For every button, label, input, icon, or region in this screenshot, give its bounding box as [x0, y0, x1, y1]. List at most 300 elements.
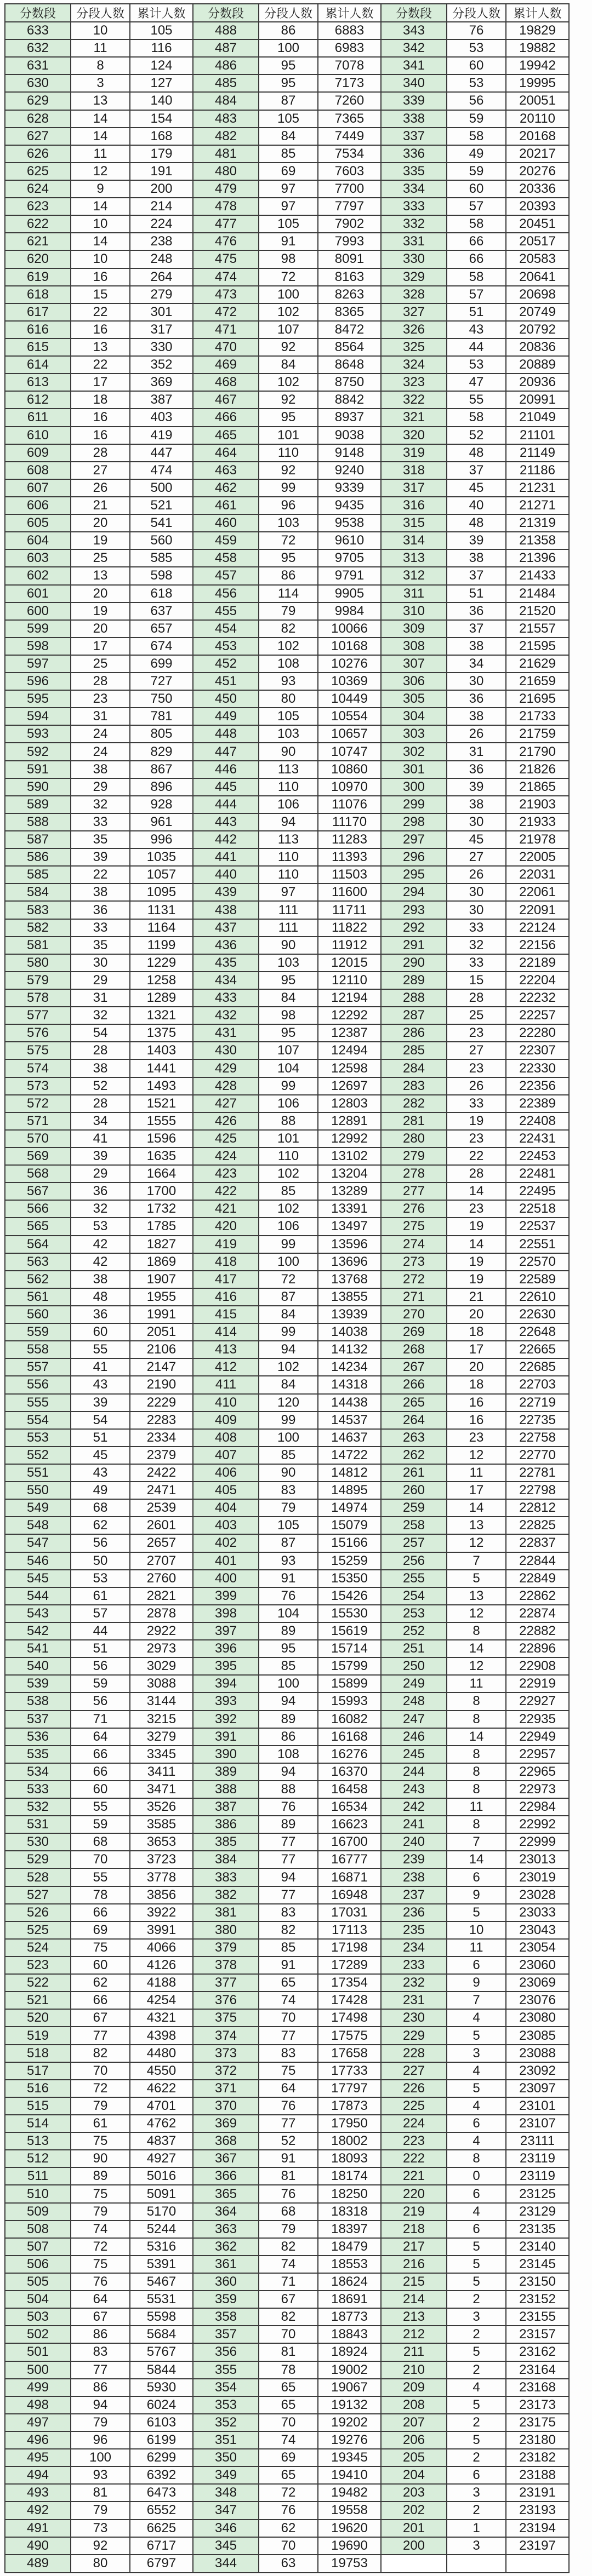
- segment-count-cell: 95: [259, 549, 318, 567]
- segment-count-cell: 60: [71, 1781, 130, 1798]
- score-band-cell: 319: [381, 444, 447, 462]
- score-band-cell: 468: [193, 374, 259, 391]
- score-band-cell: 380: [193, 1921, 259, 1939]
- segment-count-cell: 25: [71, 655, 130, 673]
- segment-count-cell: 14: [447, 1236, 506, 1253]
- cumulative-count-header: 累计人数: [506, 4, 569, 22]
- segment-count-cell: 120: [259, 1394, 318, 1412]
- table-row: [5, 1746, 569, 1763]
- score-band-cell: 305: [381, 690, 447, 708]
- score-band-cell: 219: [381, 2203, 447, 2221]
- segment-count-cell: 85: [259, 145, 318, 163]
- segment-count-cell: 77: [259, 2027, 318, 2044]
- segment-count-cell: 91: [259, 233, 318, 250]
- table-row: [5, 1816, 569, 1833]
- cumulative-count-cell: 3215: [130, 1711, 193, 1728]
- cumulative-count-cell: 18318: [318, 2203, 381, 2221]
- segment-count-cell: 78: [71, 1886, 130, 1904]
- score-band-cell: 372: [193, 2062, 259, 2080]
- table-row: [5, 1587, 569, 1605]
- cumulative-count-cell: 20451: [506, 215, 569, 233]
- table-row: [5, 2291, 569, 2308]
- cumulative-count-cell: 22189: [506, 954, 569, 972]
- cumulative-count-cell: 2229: [130, 1394, 193, 1412]
- score-band-cell: 481: [193, 145, 259, 163]
- score-band-cell: 355: [193, 2361, 259, 2379]
- segment-count-cell: 5: [447, 1570, 506, 1587]
- segment-count-cell: 83: [71, 2343, 130, 2361]
- score-band-cell: 286: [381, 1024, 447, 1042]
- segment-count-cell: 24: [71, 725, 130, 743]
- cumulative-count-cell: 140: [130, 92, 193, 110]
- cumulative-count-cell: 2283: [130, 1412, 193, 1429]
- segment-count-cell: 70: [259, 2326, 318, 2343]
- score-band-cell: 536: [5, 1728, 71, 1746]
- table-row: [5, 1024, 569, 1042]
- segment-count-cell: 21: [71, 497, 130, 514]
- score-band-cell: 231: [381, 1992, 447, 2009]
- score-band-cell: 259: [381, 1499, 447, 1517]
- segment-count-cell: 95: [259, 1024, 318, 1042]
- score-band-cell: 561: [5, 1288, 71, 1306]
- segment-count-cell: 36: [71, 901, 130, 919]
- score-band-cell: 478: [193, 198, 259, 215]
- cumulative-count-cell: 16370: [318, 1763, 381, 1781]
- score-band-cell: 271: [381, 1288, 447, 1306]
- score-band-cell: 284: [381, 1059, 447, 1077]
- segment-count-cell: 77: [259, 1851, 318, 1868]
- table-row: [5, 1657, 569, 1675]
- segment-count-cell: 103: [259, 514, 318, 532]
- table-row: [5, 603, 569, 620]
- cumulative-count-cell: 1493: [130, 1077, 193, 1095]
- cumulative-count-cell: 19132: [318, 2396, 381, 2414]
- cumulative-count-cell: 12110: [318, 972, 381, 989]
- table-row: [5, 2449, 569, 2466]
- cumulative-count-cell: 3471: [130, 1781, 193, 1798]
- table-row: [5, 1447, 569, 1464]
- segment-count-cell: 13: [447, 1587, 506, 1605]
- cumulative-count-cell: 8842: [318, 391, 381, 409]
- score-band-cell: 253: [381, 1605, 447, 1622]
- cumulative-count-cell: 5316: [130, 2238, 193, 2256]
- cumulative-count-cell: 5531: [130, 2291, 193, 2308]
- table-row: [5, 2326, 569, 2343]
- table-row: [5, 638, 569, 655]
- score-band-cell: 275: [381, 1218, 447, 1235]
- segment-count-cell: 32: [71, 1200, 130, 1218]
- cumulative-count-cell: 585: [130, 549, 193, 567]
- cumulative-count-cell: 1700: [130, 1183, 193, 1200]
- score-band-cell: 310: [381, 603, 447, 620]
- segment-count-cell: 20: [447, 1306, 506, 1323]
- cumulative-count-cell: 6552: [130, 2502, 193, 2519]
- table-row: [5, 1992, 569, 2009]
- score-band-cell: 405: [193, 1482, 259, 1499]
- segment-count-cell: 48: [447, 514, 506, 532]
- cumulative-count-cell: 264: [130, 268, 193, 286]
- segment-count-cell: 41: [71, 1358, 130, 1376]
- score-band-cell: 547: [5, 1534, 71, 1552]
- cumulative-count-cell: 22031: [506, 866, 569, 883]
- cumulative-count-cell: 1289: [130, 989, 193, 1007]
- cumulative-count-cell: 22630: [506, 1306, 569, 1323]
- table-row: [5, 813, 569, 831]
- segment-count-cell: 76: [259, 1587, 318, 1605]
- score-band-cell: 393: [193, 1693, 259, 1710]
- segment-count-cell: 108: [259, 1746, 318, 1763]
- score-band-cell: 223: [381, 2132, 447, 2150]
- table-row: [5, 215, 569, 233]
- segment-count-cell: 11: [447, 1798, 506, 1816]
- cumulative-count-cell: 11503: [318, 866, 381, 883]
- cumulative-count-cell: 14038: [318, 1323, 381, 1341]
- score-band-cell: 525: [5, 1921, 71, 1939]
- score-band-cell: 571: [5, 1112, 71, 1130]
- score-band-cell: 344: [193, 2555, 259, 2573]
- score-band-cell: 538: [5, 1693, 71, 1710]
- segment-count-cell: 68: [259, 2203, 318, 2221]
- cumulative-count-cell: 4398: [130, 2027, 193, 2044]
- score-band-cell: 401: [193, 1552, 259, 1570]
- score-band-cell: 333: [381, 198, 447, 215]
- cumulative-count-cell: 1521: [130, 1095, 193, 1112]
- table-row: [5, 1323, 569, 1341]
- score-band-cell: 358: [193, 2308, 259, 2326]
- score-band-cell: 415: [193, 1306, 259, 1323]
- segment-count-cell: 9: [71, 180, 130, 198]
- cumulative-count-cell: 3922: [130, 1904, 193, 1921]
- segment-count-cell: 36: [71, 1183, 130, 1200]
- segment-count-cell: 12: [447, 1657, 506, 1675]
- cumulative-count-cell: 5930: [130, 2379, 193, 2396]
- segment-count-cell: 74: [259, 2256, 318, 2273]
- score-band-cell: 337: [381, 128, 447, 145]
- table-row: [5, 883, 569, 901]
- score-band-cell: 257: [381, 1534, 447, 1552]
- segment-count-cell: 14: [447, 1640, 506, 1657]
- table-row: [5, 989, 569, 1007]
- cumulative-count-cell: 21733: [506, 708, 569, 725]
- segment-count-cell: 31: [71, 989, 130, 1007]
- cumulative-count-cell: 10860: [318, 761, 381, 778]
- score-band-cell: 214: [381, 2291, 447, 2308]
- cumulative-count-cell: 23135: [506, 2221, 569, 2238]
- score-band-cell: 351: [193, 2431, 259, 2449]
- segment-count-cell: 12: [447, 1605, 506, 1622]
- score-band-cell: 608: [5, 462, 71, 479]
- cumulative-count-cell: 23013: [506, 1851, 569, 1868]
- cumulative-count-cell: 4126: [130, 1957, 193, 1974]
- cumulative-count-cell: 8564: [318, 339, 381, 356]
- segment-count-cell: 86: [71, 2379, 130, 2396]
- segment-count-cell: 50: [71, 1552, 130, 1570]
- segment-count-cell: 94: [259, 1693, 318, 1710]
- score-band-cell: 618: [5, 286, 71, 303]
- cumulative-count-cell: 22949: [506, 1728, 569, 1746]
- cumulative-count-cell: 5016: [130, 2167, 193, 2185]
- table-row: [5, 444, 569, 462]
- score-band-cell: 577: [5, 1007, 71, 1024]
- segment-count-cell: 5: [447, 2238, 506, 2256]
- score-band-cell: 458: [193, 549, 259, 567]
- cumulative-count-cell: [506, 2555, 569, 2573]
- segment-count-cell: 3: [71, 74, 130, 92]
- cumulative-count-cell: 3653: [130, 1833, 193, 1851]
- segment-count-cell: 17: [447, 1341, 506, 1358]
- segment-count-cell: 102: [259, 1358, 318, 1376]
- score-band-cell: 332: [381, 215, 447, 233]
- score-band-cell: 511: [5, 2167, 71, 2185]
- score-band-cell: 443: [193, 813, 259, 831]
- cumulative-count-cell: 17198: [318, 1939, 381, 1957]
- cumulative-count-cell: 21595: [506, 638, 569, 655]
- cumulative-count-cell: 13768: [318, 1271, 381, 1288]
- segment-count-cell: 23: [447, 1429, 506, 1447]
- cumulative-count-cell: 22919: [506, 1675, 569, 1693]
- segment-count-cell: 58: [447, 215, 506, 233]
- cumulative-count-cell: 11076: [318, 796, 381, 813]
- segment-count-cell: 110: [259, 444, 318, 462]
- score-band-cell: 596: [5, 673, 71, 690]
- score-band-cell: 506: [5, 2256, 71, 2273]
- score-band-cell: 564: [5, 1236, 71, 1253]
- segment-count-cell: 12: [447, 1447, 506, 1464]
- segment-count-cell: 76: [259, 2185, 318, 2202]
- cumulative-count-cell: 928: [130, 796, 193, 813]
- cumulative-count-cell: 18174: [318, 2167, 381, 2185]
- segment-count-cell: 79: [71, 2414, 130, 2431]
- score-band-cell: 612: [5, 391, 71, 409]
- score-band-cell: 320: [381, 427, 447, 444]
- score-band-cell: 304: [381, 708, 447, 725]
- segment-count-cell: 97: [259, 198, 318, 215]
- score-band-cell: 560: [5, 1306, 71, 1323]
- cumulative-count-cell: 19995: [506, 74, 569, 92]
- score-band-cell: 524: [5, 1939, 71, 1957]
- segment-count-cell: 108: [259, 655, 318, 673]
- segment-count-cell: 29: [71, 778, 130, 796]
- cumulative-count-cell: 22518: [506, 1200, 569, 1218]
- score-band-cell: 603: [5, 549, 71, 567]
- score-band-cell: 353: [193, 2396, 259, 2414]
- cumulative-count-cell: 6473: [130, 2484, 193, 2502]
- score-band-cell: 520: [5, 2009, 71, 2027]
- segment-count-cell: 31: [71, 708, 130, 725]
- cumulative-count-cell: 20336: [506, 180, 569, 198]
- score-band-cell: 210: [381, 2361, 447, 2379]
- segment-count-cell: 79: [71, 2097, 130, 2115]
- score-band-cell: 582: [5, 919, 71, 937]
- segment-count-cell: 65: [259, 2396, 318, 2414]
- score-band-cell: 573: [5, 1077, 71, 1095]
- score-band-cell: 370: [193, 2097, 259, 2115]
- segment-count-cell: 91: [259, 1957, 318, 1974]
- segment-count-cell: 4: [447, 2097, 506, 2115]
- score-band-cell: 455: [193, 603, 259, 620]
- cumulative-count-cell: 781: [130, 708, 193, 725]
- segment-count-cell: 75: [71, 2132, 130, 2150]
- score-band-cell: 446: [193, 761, 259, 778]
- segment-count-cell: 79: [259, 2221, 318, 2238]
- score-band-cell: 233: [381, 1957, 447, 1974]
- cumulative-count-cell: 154: [130, 110, 193, 128]
- cumulative-count-cell: 9148: [318, 444, 381, 462]
- cumulative-count-cell: 1785: [130, 1218, 193, 1235]
- score-band-cell: 234: [381, 1939, 447, 1957]
- score-band-cell: 494: [5, 2466, 71, 2484]
- segment-count-cell: 8: [447, 1622, 506, 1640]
- segment-count-cell: 95: [259, 1640, 318, 1657]
- cumulative-count-cell: 22812: [506, 1499, 569, 1517]
- segment-count-cell: 0: [447, 2167, 506, 2185]
- cumulative-count-cell: 20836: [506, 339, 569, 356]
- segment-count-cell: 94: [259, 1868, 318, 1886]
- segment-count-cell: 82: [71, 2045, 130, 2062]
- cumulative-count-cell: 11711: [318, 901, 381, 919]
- segment-count-cell: 80: [71, 2555, 130, 2573]
- cumulative-count-cell: 3723: [130, 1851, 193, 1868]
- cumulative-count-cell: 23145: [506, 2256, 569, 2273]
- cumulative-count-cell: 9339: [318, 479, 381, 497]
- segment-count-cell: 107: [259, 321, 318, 339]
- cumulative-count-cell: 15714: [318, 1640, 381, 1657]
- segment-count-cell: 11: [447, 1675, 506, 1693]
- cumulative-count-cell: 21659: [506, 673, 569, 690]
- cumulative-count-cell: 1869: [130, 1253, 193, 1271]
- score-band-cell: 295: [381, 866, 447, 883]
- score-band-cell: 232: [381, 1974, 447, 1992]
- score-band-cell: 551: [5, 1464, 71, 1482]
- cumulative-count-cell: 20217: [506, 145, 569, 163]
- cumulative-count-cell: 4927: [130, 2150, 193, 2167]
- cumulative-count-cell: 20393: [506, 198, 569, 215]
- cumulative-count-cell: 16458: [318, 1781, 381, 1798]
- cumulative-count-cell: 21049: [506, 409, 569, 426]
- cumulative-count-cell: 20276: [506, 163, 569, 180]
- segment-count-cell: 84: [259, 1306, 318, 1323]
- segment-count-cell: 5: [447, 2080, 506, 2097]
- cumulative-count-cell: 9435: [318, 497, 381, 514]
- segment-count-cell: 2: [447, 2449, 506, 2466]
- cumulative-count-cell: 521: [130, 497, 193, 514]
- score-band-cell: 592: [5, 743, 71, 760]
- cumulative-count-cell: 9705: [318, 549, 381, 567]
- table-row: [5, 92, 569, 110]
- score-band-cell: 532: [5, 1798, 71, 1816]
- cumulative-count-cell: 1375: [130, 1024, 193, 1042]
- cumulative-count-cell: 23092: [506, 2062, 569, 2080]
- segment-count-cell: 7: [447, 1992, 506, 2009]
- score-band-cell: 485: [193, 74, 259, 92]
- segment-count-cell: 5: [447, 2396, 506, 2414]
- segment-count-cell: 45: [71, 1447, 130, 1464]
- segment-count-cell: 105: [259, 110, 318, 128]
- score-band-cell: 604: [5, 532, 71, 549]
- segment-count-cell: 53: [447, 39, 506, 57]
- table-row: [5, 1605, 569, 1622]
- cumulative-count-cell: 3088: [130, 1675, 193, 1693]
- cumulative-count-cell: 21101: [506, 427, 569, 444]
- cumulative-count-cell: 6299: [130, 2449, 193, 2466]
- segment-count-cell: 6: [447, 2466, 506, 2484]
- segment-count-cell: 11: [447, 1939, 506, 1957]
- segment-count-cell: 5: [447, 2027, 506, 2044]
- cumulative-count-cell: 11822: [318, 919, 381, 937]
- cumulative-count-cell: 248: [130, 250, 193, 268]
- cumulative-count-cell: 2601: [130, 1517, 193, 1534]
- segment-count-cell: 69: [71, 1921, 130, 1939]
- score-band-cell: 342: [381, 39, 447, 57]
- table-row: [5, 1148, 569, 1165]
- cumulative-count-cell: 1403: [130, 1042, 193, 1059]
- cumulative-count-cell: 7260: [318, 92, 381, 110]
- segment-count-cell: 18: [447, 1323, 506, 1341]
- score-band-cell: 365: [193, 2185, 259, 2202]
- score-band-cell: 281: [381, 1112, 447, 1130]
- table-row: [5, 1271, 569, 1288]
- cumulative-count-cell: 2760: [130, 1570, 193, 1587]
- score-band-cell: 326: [381, 321, 447, 339]
- cumulative-count-cell: 21396: [506, 549, 569, 567]
- cumulative-count-cell: 22431: [506, 1130, 569, 1148]
- cumulative-count-cell: 674: [130, 638, 193, 655]
- score-band-cell: 299: [381, 796, 447, 813]
- segment-count-cell: 20: [71, 620, 130, 638]
- cumulative-count-cell: 23162: [506, 2343, 569, 2361]
- cumulative-count-cell: 6717: [130, 2537, 193, 2555]
- segment-count-cell: 76: [447, 22, 506, 39]
- segment-count-cell: 104: [259, 1059, 318, 1077]
- score-band-cell: 471: [193, 321, 259, 339]
- segment-count-cell: 4: [447, 2379, 506, 2396]
- score-band-cell: 531: [5, 1816, 71, 1833]
- score-band-cell: 540: [5, 1657, 71, 1675]
- score-band-cell: 265: [381, 1394, 447, 1412]
- cumulative-count-cell: 23180: [506, 2431, 569, 2449]
- score-band-cell: 539: [5, 1675, 71, 1693]
- segment-count-cell: 14: [447, 1728, 506, 1746]
- score-band-cell: 546: [5, 1552, 71, 1570]
- segment-count-cell: 22: [71, 356, 130, 374]
- table-row: [5, 2502, 569, 2519]
- table-row: [5, 128, 569, 145]
- score-band-cell: 409: [193, 1412, 259, 1429]
- score-band-cell: 390: [193, 1746, 259, 1763]
- segment-count-cell: 24: [71, 743, 130, 760]
- score-band-cell: 488: [193, 22, 259, 39]
- score-band-cell: 221: [381, 2167, 447, 2185]
- table-row: [5, 1200, 569, 1218]
- score-band-cell: 462: [193, 479, 259, 497]
- segment-count-cell: 83: [259, 1482, 318, 1499]
- segment-count-cell: 13: [71, 339, 130, 356]
- segment-count-cell: 93: [259, 673, 318, 690]
- score-band-cell: 252: [381, 1622, 447, 1640]
- segment-count-cell: 103: [259, 954, 318, 972]
- cumulative-count-cell: 23097: [506, 2080, 569, 2097]
- cumulative-count-cell: 2471: [130, 1482, 193, 1499]
- cumulative-count-cell: 13391: [318, 1200, 381, 1218]
- cumulative-count-cell: 12598: [318, 1059, 381, 1077]
- score-band-cell: 554: [5, 1412, 71, 1429]
- score-band-cell: 376: [193, 1992, 259, 2009]
- segment-count-cell: 105: [259, 215, 318, 233]
- score-band-cell: 466: [193, 409, 259, 426]
- segment-count-cell: 94: [71, 2396, 130, 2414]
- segment-count-cell: 100: [259, 1429, 318, 1447]
- table-row: [5, 1534, 569, 1552]
